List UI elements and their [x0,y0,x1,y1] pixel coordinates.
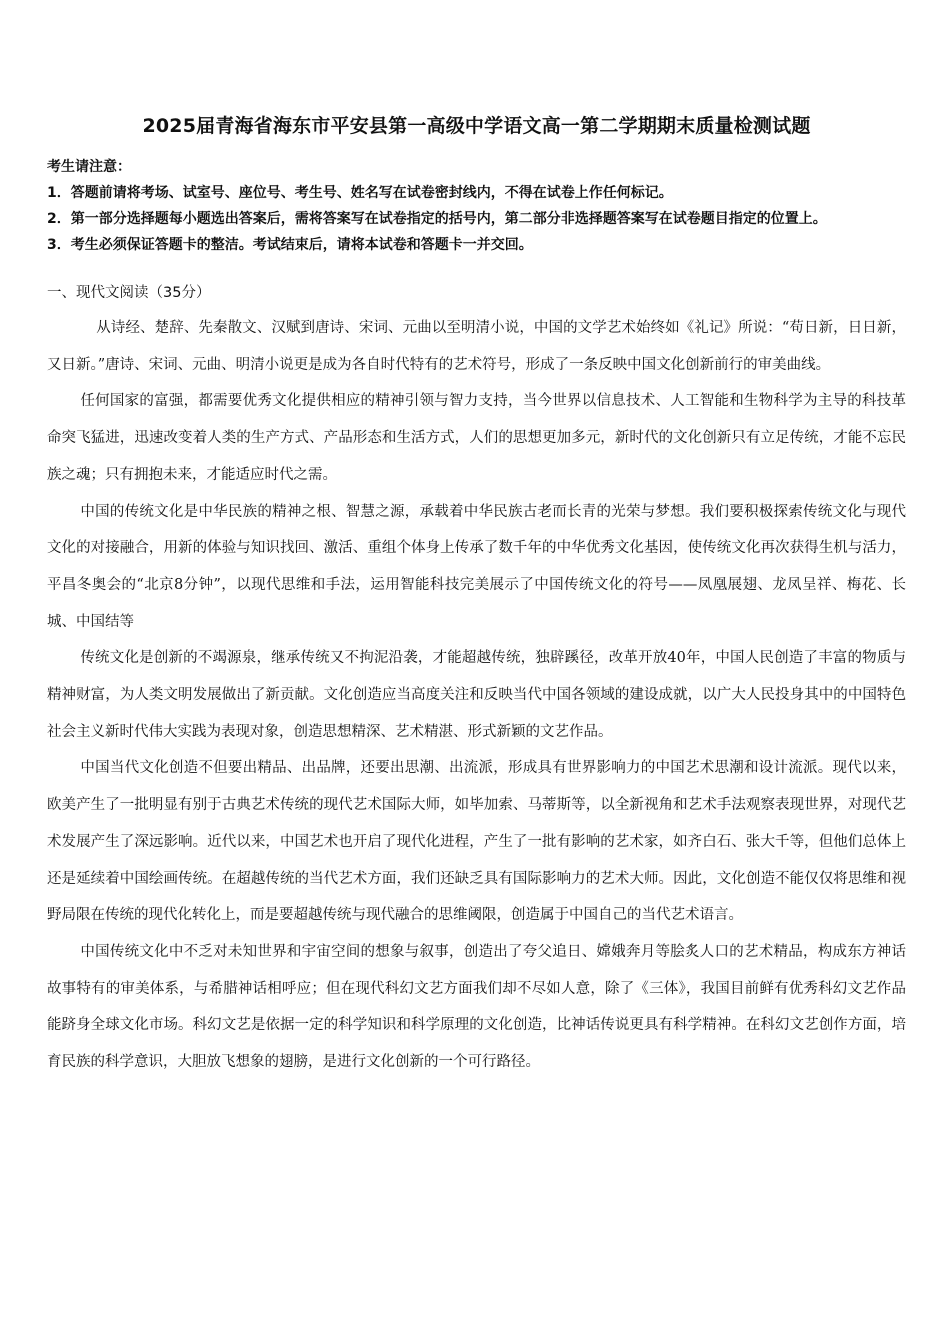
reading-passage [47,310,906,1081]
passage-paragraph: 中国的传统文化是中华民族的精神之根、智慧之源，承载着中华民族古老而长青的光荣与梦想。我们要积极探索传统文化与现代文化的对接融合，用新的体验与知识找回、激活、重组个体身上传承了数千年的中华优秀文化基因，使传统文化再次获得生机与活力，平昌冬奥会的“北京8分钟”，以现代思维和手法，运用智能科技完美展示了中国传统文化的符号——凤凰展翅、龙凤呈祥、梅花、长城、中国结等 [47,503,906,630]
passage-paragraph: 中国传统文化中不乏对未知世界和宇宙空间的想象与叙事，创造出了夸父追日、嫦娥奔月等脍炙人口的艺术精品，构成东方神话故事特有的审美体系，与希腊神话相呼应；但在现代科幻文艺方面我们却不尽如人意，除了《三体》，我国目前鲜有优秀科幻文艺作品能跻身全球文化市场。科幻文艺是依据一定的科学知识和科学原理的文化创造，比神话传说更具有科学精神。在科幻文艺创作方面，培育民族的科学意识，大胆放飞想象的翅膀，是进行文化创新的一个可行路径。 [47,943,906,1071]
notice-item-2: 2．第一部分选择题每小题选出答案后，需将答案写在试卷指定的括号内，第二部分非选择题答案写在试卷题目指定的位置上。 [47,211,827,227]
passage-paragraph: 传统文化是创新的不竭源泉，继承传统又不拘泥沿袭，才能超越传统，独辟蹊径，改革开放40年，中国人民创造了丰富的物质与精神财富，为人类文明发展做出了新贡献。文化创造应当高度关注和反映当代中国各领域的建设成就，以广大人民投身其中的中国特色社会主义新时代伟大实践为表现对象，创造思想精深、艺术精湛、形式新颖的文艺作品。 [47,650,906,740]
notice-heading: 考生请注意： [47,159,131,175]
candidate-notice [47,154,906,258]
section-heading: 一、现代文阅读（35分） [47,285,211,301]
exam-title: 2025届青海省海东市平安县第一高级中学语文高一第二学期期末质量检测试题 [142,115,811,137]
passage-paragraph: 中国当代文化创造不但要出精品、出品牌，还要出思潮、出流派，形成具有世界影响力的中国艺术思潮和设计流派。现代以来，欧美产生了一批明显有别于古典艺术传统的现代艺术国际大师，如毕加索、马蒂斯等，以全新视角和艺术手法观察表现世界，对现代艺术发展产生了深远影响。近代以来，中国艺术也开启了现代化进程，产生了一批有影响的艺术家，如齐白石、张大千等，但他们总体上还是延续着中国绘画传统。在超越传统的当代艺术方面，我们还缺乏具有国际影响力的艺术大师。因此，文化创造不能仅仅将思维和视野局限在传统的现代化转化上，而是要超越传统与现代融合的思维阈限，创造属于中国自己的当代艺术语言。 [47,760,906,924]
notice-item-3: 3．考生必须保证答题卡的整洁。考试结束后，请将本试卷和答题卡一并交回。 [47,237,533,253]
passage-paragraph: 任何国家的富强，都需要优秀文化提供相应的精神引领与智力支持，当今世界以信息技术、人工智能和生物科学为主导的科技革命突飞猛进，迅速改变着人类的生产方式、产品形态和生活方式，人们的思想更加多元，新时代的文化创新只有立足传统，才能不忘民族之魂；只有拥抱未来，才能适应时代之需。 [47,393,906,483]
passage-paragraph: 从诗经、楚辞、先秦散文、汉赋到唐诗、宋词、元曲以至明清小说，中国的文学艺术始终如《礼记》所说：“苟日新，日日新，又日新。”唐诗、宋词、元曲、明清小说更是成为各自时代特有的艺术符号，形成了一条反映中国文化创新前行的审美曲线。 [47,320,906,373]
notice-item-1: 1．答题前请将考场、试室号、座位号、考生号、姓名写在试卷密封线内，不得在试卷上作任何标记。 [47,185,673,201]
